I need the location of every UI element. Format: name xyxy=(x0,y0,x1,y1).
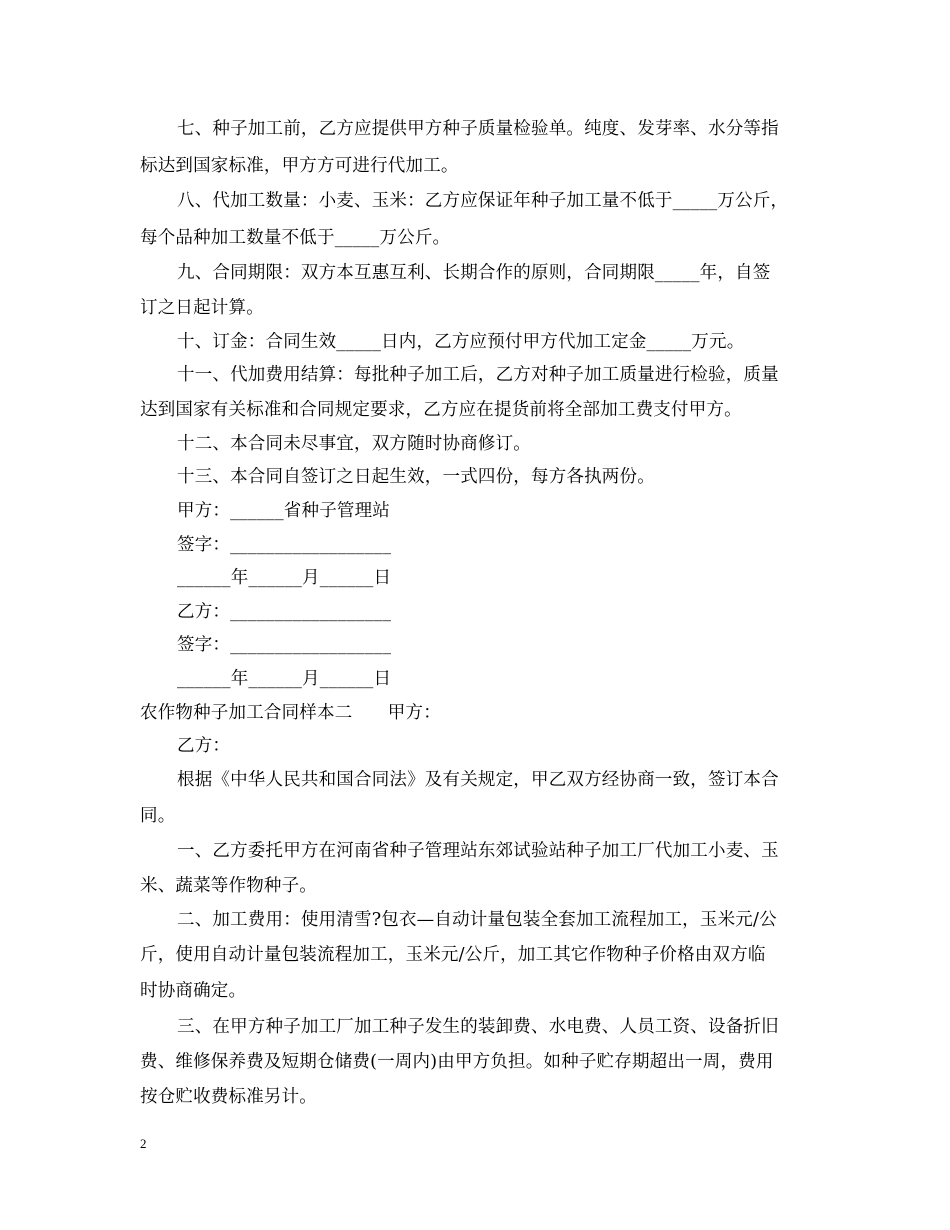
text-line: 费、维修保养费及短期仓储费(一周内)由甲方负担。如种子贮存期超出一周，费用 xyxy=(140,1052,774,1072)
text-line: 根据《中华人民共和国合同法》及有关规定，甲乙双方经协商一致，签订本合 xyxy=(177,770,779,790)
text-line: 每个品种加工数量不低于_____万公斤。 xyxy=(140,228,451,248)
signature-line: 签字：__________________ xyxy=(177,535,392,555)
text-line: 乙方： xyxy=(177,736,231,756)
signature-line: 乙方：__________________ xyxy=(177,602,392,622)
text-line: 同。 xyxy=(140,806,176,826)
signature-line: 签字：__________________ xyxy=(177,635,392,655)
text-line: 九、合同期限：双方本互惠互利、长期合作的原则，合同期限_____年，自签 xyxy=(177,263,771,283)
text-line: 订之日起计算。 xyxy=(140,298,264,318)
text-line: 十一、代加费用结算：每批种子加工后，乙方对种子加工质量进行检验，质量 xyxy=(177,365,779,385)
signature-line: 甲方：______省种子管理站 xyxy=(177,501,390,521)
text-line: 二、加工费用：使用清雪?包衣—自动计量包装全套加工流程加工，玉米元/公 xyxy=(177,910,777,930)
page-number: 2 xyxy=(140,1136,147,1151)
date-line: ______年______月______日 xyxy=(177,568,392,588)
section-heading: 农作物种子加工合同样本二 甲方： xyxy=(140,703,441,723)
text-line: 达到国家有关标准和合同规定要求，乙方应在提货前将全部加工费支付甲方。 xyxy=(140,400,742,420)
text-line: 十、订金：合同生效_____日内，乙方应预付甲方代加工定金_____万元。 xyxy=(177,332,745,352)
text-line: 十二、本合同未尽事宜，双方随时协商修订。 xyxy=(177,434,531,454)
text-line: 时协商确定。 xyxy=(140,981,247,1001)
text-line: 一、乙方委托甲方在河南省种子管理站东郊试验站种子加工厂代加工小麦、玉 xyxy=(177,841,779,861)
date-line: ______年______月______日 xyxy=(177,669,392,689)
text-line: 八、代加工数量：小麦、玉米：乙方应保证年种子加工量不低于_____万公斤， xyxy=(177,191,789,211)
text-line: 七、种子加工前，乙方应提供甲方种子质量检验单。纯度、发芽率、水分等指 xyxy=(177,119,779,139)
text-line: 按仓贮收费标准另计。 xyxy=(140,1087,317,1107)
text-line: 斤，使用自动计量包装流程加工，玉米元/公斤，加工其它作物种子价格由双方临 xyxy=(140,945,766,965)
text-line: 三、在甲方种子加工厂加工种子发生的装卸费、水电费、人员工资、设备折旧 xyxy=(177,1017,779,1037)
text-line: 米、蔬菜等作物种子。 xyxy=(140,876,317,896)
text-line: 标达到国家标准，甲方方可进行代加工。 xyxy=(140,156,459,176)
text-line: 十三、本合同自签订之日起生效，一式四份，每方各执两份。 xyxy=(177,467,655,487)
